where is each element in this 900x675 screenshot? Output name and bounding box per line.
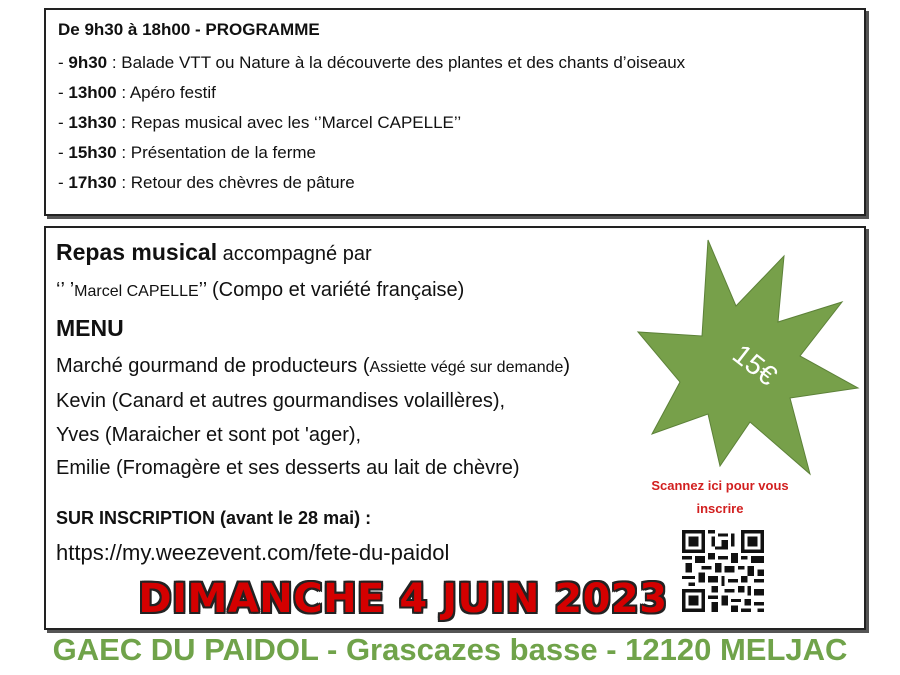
programme-item: - 13h00 : Apéro festif <box>58 83 216 102</box>
repas-title-suffix: accompagné par <box>217 243 372 265</box>
inscription-url[interactable]: https://my.weezevent.com/fete-du-paidol <box>56 540 450 565</box>
date-banner: DIMANCHE 4 JUIN 2023 <box>138 576 668 622</box>
price-label: 15€ <box>726 338 783 392</box>
programme-box <box>44 8 866 216</box>
price-starburst <box>636 238 860 478</box>
programme-item: - 9h30 : Balade VTT ou Nature à la découverte des plantes et des chants d’oiseaux <box>58 53 686 72</box>
footer-address: GAEC DU PAIDOL - Grascazes basse - 12120 MELJAC <box>52 632 848 667</box>
menu-line: Marché gourmand de producteurs (Assiette végé sur demande) <box>56 355 571 377</box>
menu-line: Kevin (Canard et autres gourmandises volaillères), <box>56 390 506 412</box>
menu-heading: MENU <box>56 315 124 341</box>
programme-heading: De 9h30 à 18h00 - PROGRAMME <box>58 20 320 39</box>
programme-item: - 17h30 : Retour des chèvres de pâture <box>58 173 355 192</box>
band-name: Marcel CAPELLE <box>74 283 199 300</box>
inscription-heading: SUR INSCRIPTION (avant le 28 mai) : <box>56 508 372 528</box>
scan-instruction: Scannez ici pour vous inscrire <box>651 478 789 516</box>
programme-item: - 15h30 : Présentation de la ferme <box>58 143 316 162</box>
menu-line: Yves (Maraicher et sont pot 'ager), <box>56 424 362 446</box>
repas-title-line <box>56 239 372 266</box>
programme-item: - 13h30 : Repas musical avec les ‘’Marcel CAPELLE’’ <box>58 113 462 132</box>
repas-title: Repas musical <box>56 239 218 265</box>
menu-line: Emilie (Fromagère et ses desserts au lait de chèvre) <box>56 457 520 479</box>
band-line: ‘’ ’Marcel CAPELLE’’ (Compo et variété française) <box>56 279 465 301</box>
